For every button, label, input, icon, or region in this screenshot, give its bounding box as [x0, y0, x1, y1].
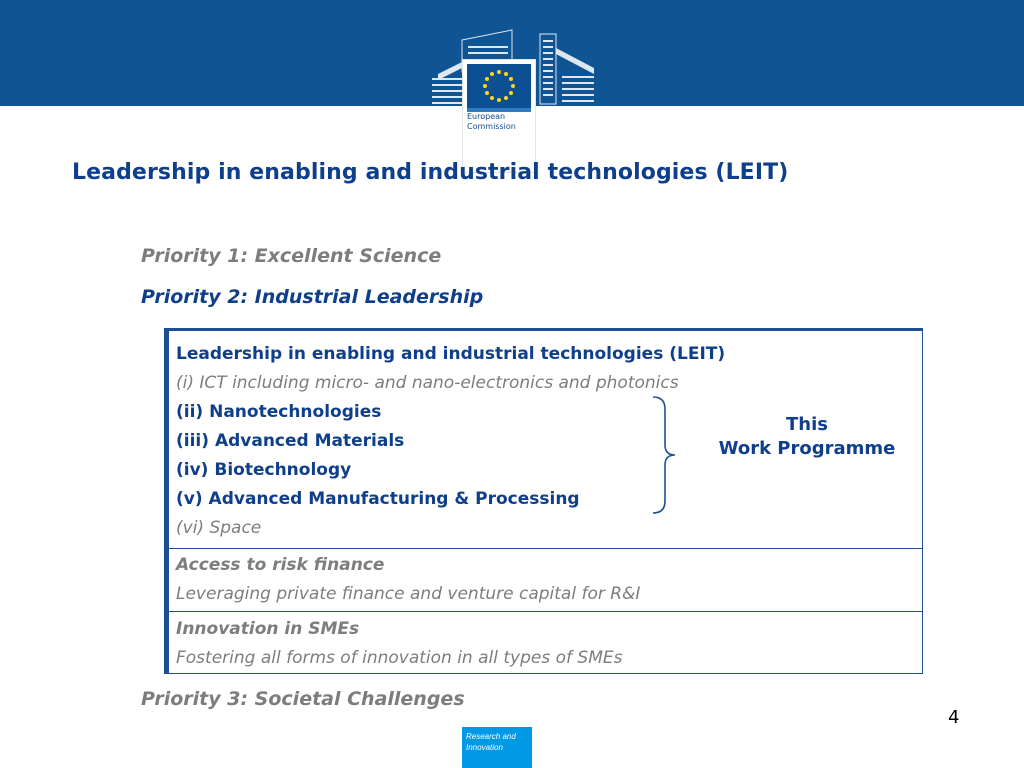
sme-heading: Innovation in SMEs	[176, 619, 360, 639]
this-wp-line-1: This	[786, 414, 828, 435]
priority-2: Priority 2: Industrial Leadership	[141, 286, 484, 308]
sme-sub: Fostering all forms of innovation in all types of SMEs	[176, 648, 623, 668]
research-innovation-box	[462, 727, 532, 768]
leit-heading: Leadership in enabling and industrial technologies (LEIT)	[176, 344, 726, 364]
item-advanced-manufacturing: (v) Advanced Manufacturing & Processing	[176, 489, 580, 509]
logo-line-1: European	[467, 112, 506, 121]
ec-logo-text	[467, 112, 531, 132]
item-ict: (i) ICT including micro- and nano-electronics and photonics	[176, 373, 679, 393]
page-number: 4	[948, 707, 960, 728]
access-sub: Leveraging private finance and venture capital for R&I	[176, 584, 641, 604]
item-advanced-materials: (iii) Advanced Materials	[176, 431, 405, 451]
priority-1: Priority 1: Excellent Science	[141, 245, 442, 267]
item-nanotechnologies: (ii) Nanotechnologies	[176, 402, 382, 422]
priority-3: Priority 3: Societal Challenges	[141, 688, 465, 710]
slide-title: Leadership in enabling and industrial technologies (LEIT)	[72, 160, 789, 185]
access-risk-finance-section	[169, 548, 922, 611]
eu-flag-icon	[467, 64, 531, 112]
leit-box	[164, 328, 923, 674]
ri-line-2: Innovation	[466, 743, 503, 752]
ec-logo-box	[463, 60, 535, 172]
this-work-programme-label	[701, 413, 913, 461]
curly-brace-icon	[649, 395, 679, 515]
logo-line-2: Commission	[467, 122, 516, 131]
ec-logo	[428, 28, 598, 143]
item-space: (vi) Space	[176, 518, 262, 538]
this-wp-line-2: Work Programme	[718, 438, 896, 459]
leit-section	[169, 331, 922, 548]
ri-line-1: Research and	[466, 732, 516, 741]
access-heading: Access to risk finance	[176, 555, 385, 575]
innovation-smes-section	[169, 611, 922, 675]
item-biotechnology: (iv) Biotechnology	[176, 460, 352, 480]
